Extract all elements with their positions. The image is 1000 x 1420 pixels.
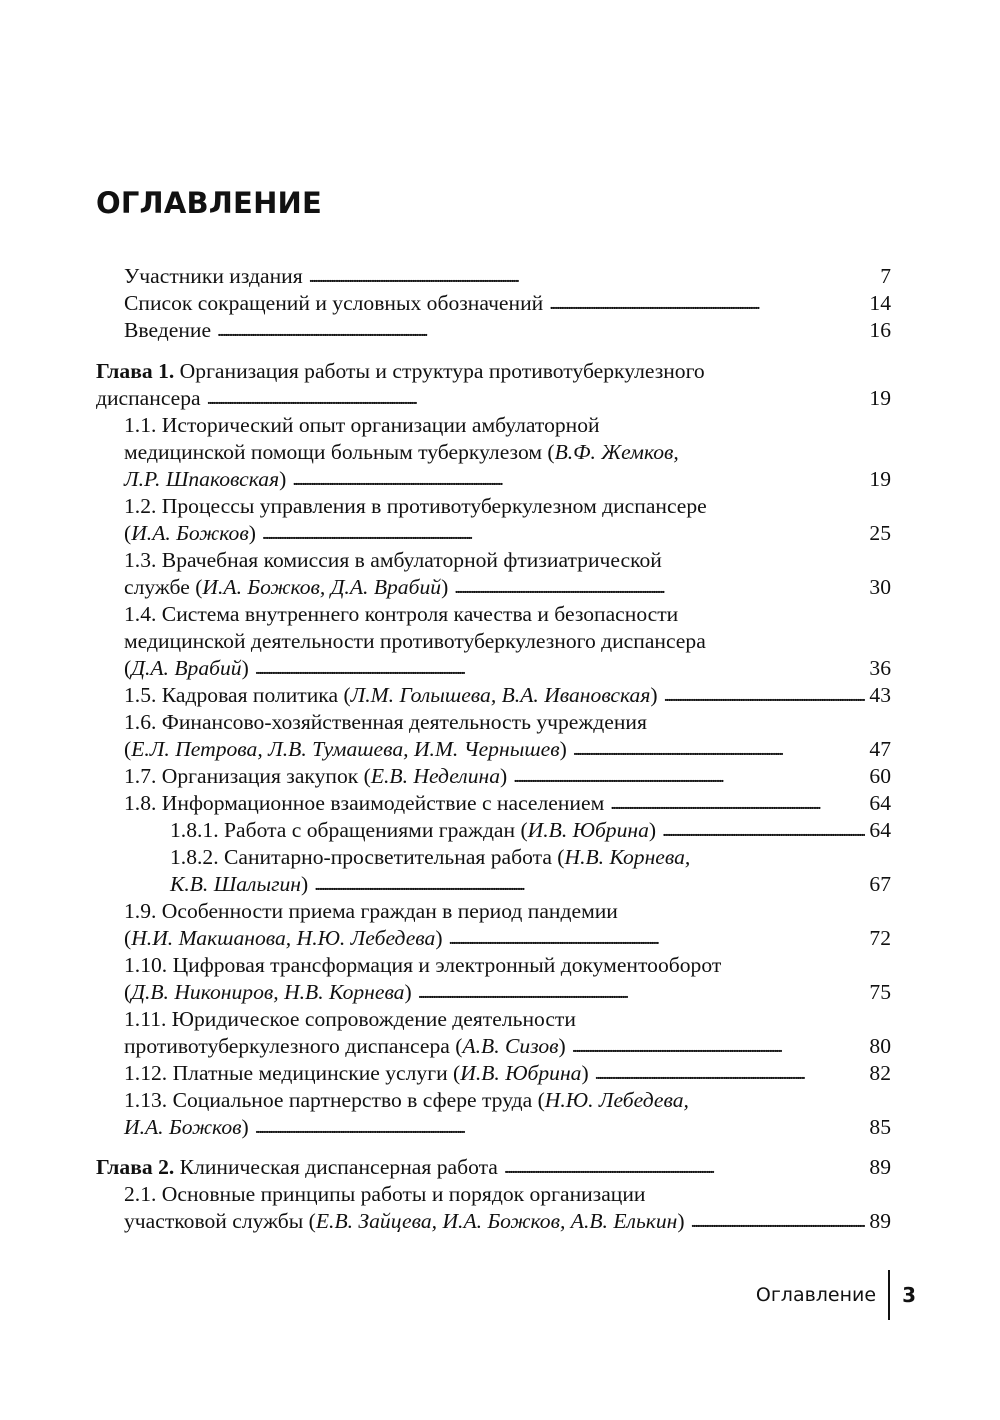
page-number: 64: [869, 818, 891, 842]
dot-leader: [664, 681, 865, 709]
chapter-label: Глава 2.: [96, 1155, 175, 1179]
authors: А.В. Сизов: [462, 1034, 559, 1058]
authors: И.А. Божков, Д.А. Врабий: [202, 575, 442, 599]
dot-leader: [662, 816, 865, 844]
toc-section-1-7[interactable]: 1.7. Организация закупок (Е.В. Неделина) . . . 60: [96, 763, 891, 790]
toc-section-1-12[interactable]: 1.12. Платные медицинские услуги (И.В. Юбрина) . . . 82: [96, 1060, 891, 1087]
page-number: 30: [869, 575, 891, 599]
dot-leader: [207, 384, 865, 412]
dot-leader: [418, 978, 865, 1006]
toc-entry-abbreviations[interactable]: Список сокращений и условных обозначений . . . 14: [96, 290, 891, 317]
dot-leader: [309, 262, 865, 290]
authors: Н.Ю. Лебедева,: [544, 1088, 689, 1112]
authors: И.А. Божков: [131, 521, 249, 545]
table-of-contents: [96, 263, 891, 1235]
dot-leader: [217, 316, 865, 344]
toc-section-1-3[interactable]: 1.3. Врачебная комиссия в амбулаторной фтизиатрической службе (И.А. Божков, Д.А. Врабий) . . . 30: [96, 547, 891, 601]
authors: Д.В. Никониров, Н.В. Корнева: [131, 980, 405, 1004]
page-number: 75: [869, 980, 891, 1004]
dot-leader: [255, 1113, 865, 1141]
page-number: 67: [869, 872, 891, 896]
toc-section-1-6[interactable]: 1.6. Финансово-хозяйственная деятельность учреждения (Е.Л. Петрова, Л.В. Тумашева, И.М. Чернышев) . . . 47: [96, 709, 891, 763]
page-number: 72: [869, 926, 891, 950]
dot-leader: [454, 573, 865, 601]
toc-section-1-5[interactable]: 1.5. Кадровая политика (Л.М. Голышева, В.А. Ивановская) . . . 43: [96, 682, 891, 709]
dot-leader: [314, 870, 865, 898]
footer-page-number: 3: [902, 1283, 916, 1307]
page-number: 36: [869, 656, 891, 680]
page-number: 14: [869, 291, 891, 315]
toc-heading: ОГЛАВЛЕНИЕ: [96, 186, 323, 220]
toc-section-1-1[interactable]: 1.1. Исторический опыт организации амбулаторной медицинской помощи больным туберкулезом (В.Ф. Жемков, Л.Р. Шпаковская) . . . 19: [96, 412, 891, 493]
authors: Л.Р. Шпаковская: [124, 467, 280, 491]
running-footer: [756, 1270, 916, 1320]
dot-leader: [292, 465, 865, 493]
toc-section-2-1[interactable]: 2.1. Основные принципы работы и порядок организации участковой службы (Е.В. Зайцева, И.А. Божков, А.В. Елькин) . . . 89: [96, 1181, 891, 1235]
toc-subsection-1-8-2[interactable]: 1.8.2. Санитарно-просветительная работа (Н.В. Корнева, К.В. Шалыгин) . . . 67: [96, 844, 891, 898]
chapter-label: Глава 1.: [96, 359, 175, 383]
toc-entry-participants[interactable]: Участники издания . . . 7: [96, 263, 891, 290]
authors: И.В. Юбрина: [527, 818, 649, 842]
page-number: 7: [880, 264, 891, 288]
authors: Е.В. Неделина: [370, 764, 501, 788]
footer-section-title: Оглавление: [755, 1284, 877, 1306]
toc-subsection-1-8-1[interactable]: 1.8.1. Работа с обращениями граждан (И.В. Юбрина) . . . 64: [96, 817, 891, 844]
dot-leader: [573, 735, 865, 763]
authors: Е.Л. Петрова, Л.В. Тумашева, И.М. Чернышев: [131, 737, 560, 761]
toc-section-1-11[interactable]: 1.11. Юридическое сопровождение деятельности противотуберкулезного диспансера (А.В. Сизов) . . . 80: [96, 1006, 891, 1060]
page-number: 25: [869, 521, 891, 545]
page-number: 89: [869, 1155, 891, 1179]
page-number: 64: [869, 791, 891, 815]
toc-section-1-13[interactable]: 1.13. Социальное партнерство в сфере труда (Н.Ю. Лебедева, И.А. Божков) . . . 85: [96, 1087, 891, 1141]
toc-section-1-10[interactable]: 1.10. Цифровая трансформация и электронный документооборот (Д.В. Никониров, Н.В. Корнева) . . . 75: [96, 952, 891, 1006]
toc-chapter-2[interactable]: Глава 2. Клиническая диспансерная работа . . . 89: [96, 1154, 891, 1181]
authors: В.Ф. Жемков,: [554, 440, 679, 464]
dot-leader: [449, 924, 865, 952]
dot-leader: [595, 1059, 865, 1087]
page-number: 60: [869, 764, 891, 788]
page-number: 43: [869, 683, 891, 707]
authors: Н.В. Корнева,: [564, 845, 691, 869]
dot-leader: [255, 654, 865, 682]
toc-chapter-1[interactable]: Глава 1. Организация работы и структура противотуберкулезного диспансера . . . 19: [96, 358, 891, 412]
toc-section-1-4[interactable]: 1.4. Система внутреннего контроля качества и безопасности медицинской деятельности противотуберкулезного диспансера (Д.А. Врабий) . . . 36: [96, 601, 891, 682]
authors: К.В. Шалыгин: [170, 872, 302, 896]
toc-entry-introduction[interactable]: Введение . . . 16: [96, 317, 891, 344]
toc-section-1-9[interactable]: 1.9. Особенности приема граждан в период пандемии (Н.И. Макшанова, Н.Ю. Лебедева) . . . 72: [96, 898, 891, 952]
authors: И.А. Божков: [124, 1115, 242, 1139]
page-number: 19: [869, 386, 891, 410]
dot-leader: [513, 762, 865, 790]
page-number: 47: [869, 737, 891, 761]
authors: Е.В. Зайцева, И.А. Божков, А.В. Елькин: [315, 1209, 678, 1233]
page-number: 19: [869, 467, 891, 491]
dot-leader: [572, 1032, 865, 1060]
authors: Д.А. Врабий: [131, 656, 242, 680]
authors: Л.М. Голышева, В.А. Ивановская: [350, 683, 651, 707]
page-number: 85: [869, 1115, 891, 1139]
toc-section-1-8[interactable]: 1.8. Информационное взаимодействие с населением . . . 64: [96, 790, 891, 817]
dot-leader: [549, 289, 865, 317]
toc-section-1-2[interactable]: 1.2. Процессы управления в противотуберкулезном диспансере (И.А. Божков) . . . 25: [96, 493, 891, 547]
page-number: 82: [869, 1061, 891, 1085]
page-number: 80: [869, 1034, 891, 1058]
dot-leader: [504, 1153, 865, 1181]
page-number: 89: [869, 1209, 891, 1233]
authors: И.В. Юбрина: [460, 1061, 582, 1085]
dot-leader: [691, 1207, 865, 1235]
dot-leader: [610, 789, 865, 817]
dot-leader: [262, 519, 865, 547]
authors: Н.И. Макшанова, Н.Ю. Лебедева: [131, 926, 436, 950]
page-number: 16: [869, 318, 891, 342]
